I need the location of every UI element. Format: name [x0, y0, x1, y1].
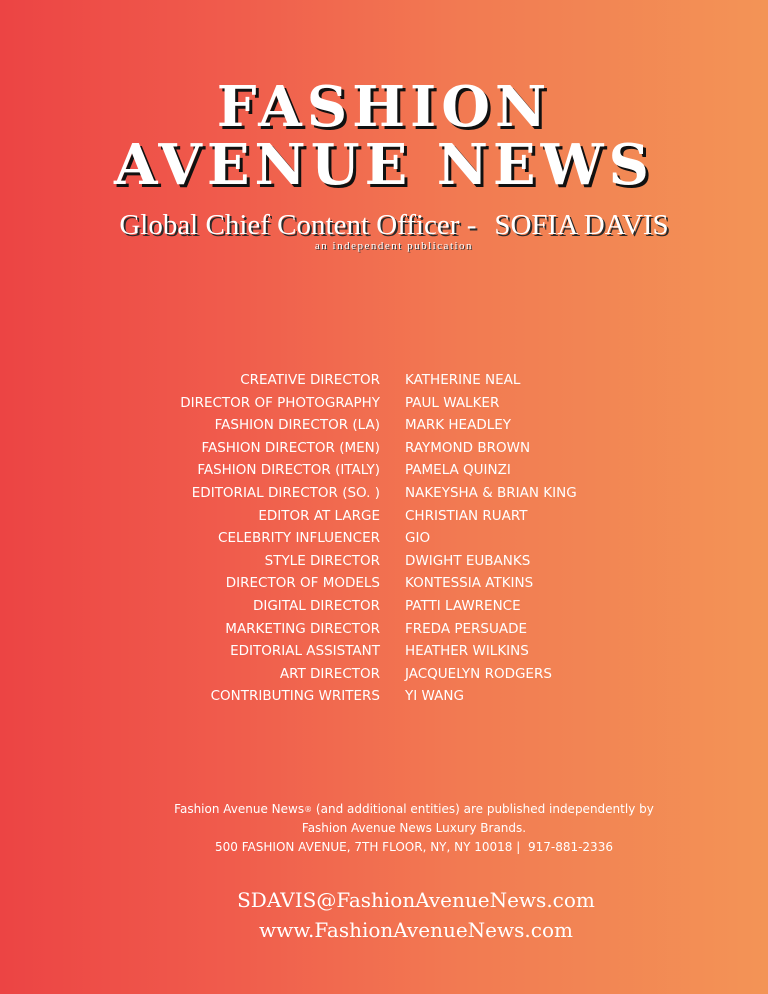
- staff-name: PAMELA QUINZI: [405, 462, 511, 479]
- subtitle-role: Global Chief Content Officer -: [119, 209, 477, 241]
- masthead-title: [0, 74, 768, 198]
- staff-role: CONTRIBUTING WRITERS: [210, 688, 380, 705]
- staff-row: [0, 459, 768, 482]
- legal-line-2: Fashion Avenue News Luxury Brands.: [301, 821, 527, 835]
- staff-role: MARKETING DIRECTOR: [225, 620, 380, 637]
- staff-row: [0, 550, 768, 573]
- staff-role: DIGITAL DIRECTOR: [252, 597, 380, 614]
- staff-role: EDITOR AT LARGE: [258, 507, 380, 524]
- legal-address-line: [0, 838, 768, 857]
- staff-role: ART DIRECTOR: [279, 665, 380, 682]
- legal-line-1-rest: (and additional entities) are published independently by: [312, 802, 654, 816]
- staff-row: [0, 618, 768, 641]
- website-link[interactable]: www.FashionAvenueNews.com: [259, 918, 573, 942]
- staff-row: [0, 482, 768, 505]
- staff-name: KONTESSIA ATKINS: [405, 575, 534, 592]
- staff-name: MARK HEADLEY: [405, 417, 512, 434]
- staff-row: [0, 663, 768, 686]
- legal-notice: [0, 800, 768, 857]
- staff-role: EDITORIAL DIRECTOR (SO. ): [191, 484, 380, 501]
- staff-row: [0, 685, 768, 708]
- legal-address: 500 FASHION AVENUE, 7TH FLOOR, NY, NY 10018: [215, 840, 513, 854]
- staff-name: GIO: [405, 530, 431, 547]
- staff-name: HEATHER WILKINS: [405, 643, 529, 660]
- staff-name: JACQUELYN RODGERS: [405, 665, 552, 682]
- staff-name: NAKEYSHA & BRIAN KING: [405, 484, 577, 501]
- staff-row: [0, 572, 768, 595]
- title-line-2: AVENUE NEWS: [114, 132, 654, 198]
- staff-name: CHRISTIAN RUART: [405, 507, 528, 524]
- staff-row: [0, 595, 768, 618]
- staff-row: [0, 640, 768, 663]
- staff-role: DIRECTOR OF PHOTOGRAPHY: [180, 394, 380, 411]
- staff-role: FASHION DIRECTOR (LA): [214, 417, 380, 434]
- title-line-1: FASHION: [216, 74, 552, 140]
- staff-name: PAUL WALKER: [405, 394, 500, 411]
- staff-row: [0, 505, 768, 528]
- staff-row: [0, 369, 768, 392]
- legal-separator: |: [516, 840, 521, 854]
- subtitle-name: SOFIA DAVIS: [494, 209, 669, 241]
- staff-name: DWIGHT EUBANKS: [405, 552, 531, 569]
- legal-phone: 917-881-2336: [527, 840, 613, 854]
- staff-role: FASHION DIRECTOR (MEN): [201, 439, 380, 456]
- staff-role: FASHION DIRECTOR (ITALY): [197, 462, 380, 479]
- staff-role: EDITORIAL ASSISTANT: [230, 643, 380, 660]
- legal-brand: Fashion Avenue News: [174, 802, 305, 816]
- staff-role: DIRECTOR OF MODELS: [225, 575, 380, 592]
- staff-row: [0, 527, 768, 550]
- staff-name: PATTI LAWRENCE: [405, 597, 521, 614]
- registered-mark: ®: [304, 805, 313, 814]
- chief-content-officer-line: [0, 208, 768, 242]
- staff-row: [0, 392, 768, 415]
- contact-block: [0, 885, 768, 945]
- staff-name: KATHERINE NEAL: [405, 372, 521, 388]
- staff-name: YI WANG: [405, 688, 464, 705]
- legal-line-1: [0, 800, 768, 819]
- staff-role: STYLE DIRECTOR: [264, 552, 380, 569]
- staff-row: [0, 414, 768, 437]
- staff-name: FREDA PERSUADE: [405, 620, 528, 637]
- staff-name: RAYMOND BROWN: [405, 439, 531, 456]
- staff-role: CREATIVE DIRECTOR: [240, 372, 380, 388]
- email-link[interactable]: SDAVIS@FashionAvenueNews.com: [237, 888, 595, 912]
- staff-role: CELEBRITY INFLUENCER: [218, 530, 380, 547]
- staff-directory: [0, 369, 768, 708]
- staff-row: [0, 437, 768, 460]
- tagline: an independent publication: [314, 240, 474, 252]
